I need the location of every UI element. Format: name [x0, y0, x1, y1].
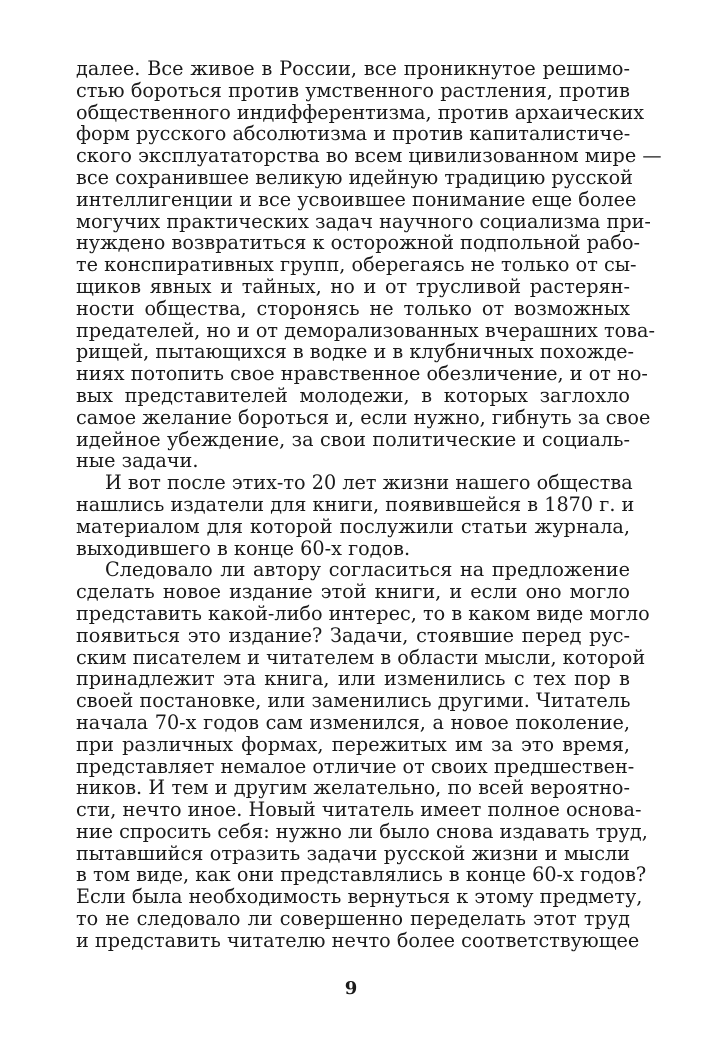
text-line: ским писателем и читателем в области мысли, которой	[76, 645, 646, 669]
text-line: то не следовало ли совершенно переделать этот труд	[76, 907, 630, 931]
text-line: ние спросить себя: нужно ли было снова издавать труд,	[76, 819, 648, 843]
text-line: ников. И тем и другим желательно, по всей вероятно-	[76, 776, 630, 800]
text-line: стью бороться против умственного растления, против	[76, 78, 630, 102]
text-line: представить какой-либо интерес, то в каком виде могло	[76, 601, 650, 625]
text-line: появиться это издание? Задачи, стоявшие перед рус-	[76, 623, 630, 647]
text-line: пытавшийся отразить задачи русской жизни и мысли	[76, 841, 630, 865]
text-line: предателей, но и от деморализованных вчерашних това-	[76, 318, 655, 342]
text-line: самое желание бороться и, если нужно, гибнуть за свое	[76, 405, 651, 429]
text-line: общественного индифферентизма, против архаических	[76, 100, 645, 124]
text-line: начала 70-х годов сам изменился, а новое поколение,	[76, 710, 630, 734]
text-line: сделать новое издание этой книги, и если оно могло	[76, 580, 630, 604]
text-line: ского эксплуататорства во всем цивилизованном мире —	[76, 144, 662, 168]
text-line: И вот после этих-то 20 лет жизни нашего общества	[105, 471, 633, 495]
text-line: щиков явных и тайных, но и от трусливой растерян-	[76, 274, 630, 298]
page-number: 9	[344, 978, 358, 999]
text-line: идейное убеждение, за свои политические и социаль-	[76, 427, 630, 451]
text-line: Следовало ли автору согласиться на предложение	[105, 558, 630, 582]
text-line: и представить читателю нечто более соответствующее	[76, 928, 640, 952]
text-line: Если была необходимость вернуться к этому предмету,	[76, 885, 643, 909]
text-line: ные задачи.	[76, 449, 199, 473]
text-line: вых представителей молодежи, в которых заглохло	[76, 383, 630, 407]
text-line: своей постановке, или заменились другими. Читатель	[76, 689, 631, 713]
text-line: могучих практических задач научного социализма при-	[76, 209, 651, 233]
text-line: интеллигенции и все усвоившее понимание еще более	[76, 187, 637, 211]
paragraph-2	[76, 471, 635, 560]
text-line: ности общества, сторонясь не только от возможных	[76, 296, 630, 320]
text-line: нуждено возвратиться к осторожной подпольной рабо-	[76, 231, 641, 255]
text-line: рищей, пытающихся в водке и в клубничных похожде-	[76, 340, 635, 364]
text-line: сти, нечто иное. Новый читатель имеет полное основа-	[76, 798, 642, 822]
text-line: далее. Все живое в России, все проникнутое решимо-	[76, 57, 630, 80]
text-line: принадлежит эта книга, или изменились с тех пор в	[76, 667, 630, 691]
text-line: те конспиративных групп, оберегаясь не только от сы-	[76, 253, 637, 277]
paragraph-1	[76, 57, 662, 473]
text-line: представляет немалое отличие от своих предшествен-	[76, 754, 635, 778]
text-line: форм русского абсолютизма и против капиталистиче-	[76, 122, 631, 146]
text-line: выходившего в конце 60-х годов.	[76, 536, 411, 560]
text-line: нашлись издатели для книги, появившейся в 1870 г. и	[76, 492, 635, 516]
text-line: все сохранившее великую идейную традицию русской	[76, 165, 633, 189]
text-line: в том виде, как они представлялись в конце 60-х годов?	[76, 863, 647, 887]
text-line: при различных формах, пережитых им за это время,	[76, 732, 630, 756]
paragraph-3	[76, 558, 650, 952]
text-line: материалом для которой послужили статьи журнала,	[76, 514, 630, 538]
text-line: ниях потопить свое нравственное обезличение, и от но-	[76, 362, 648, 386]
page-body	[76, 57, 662, 952]
